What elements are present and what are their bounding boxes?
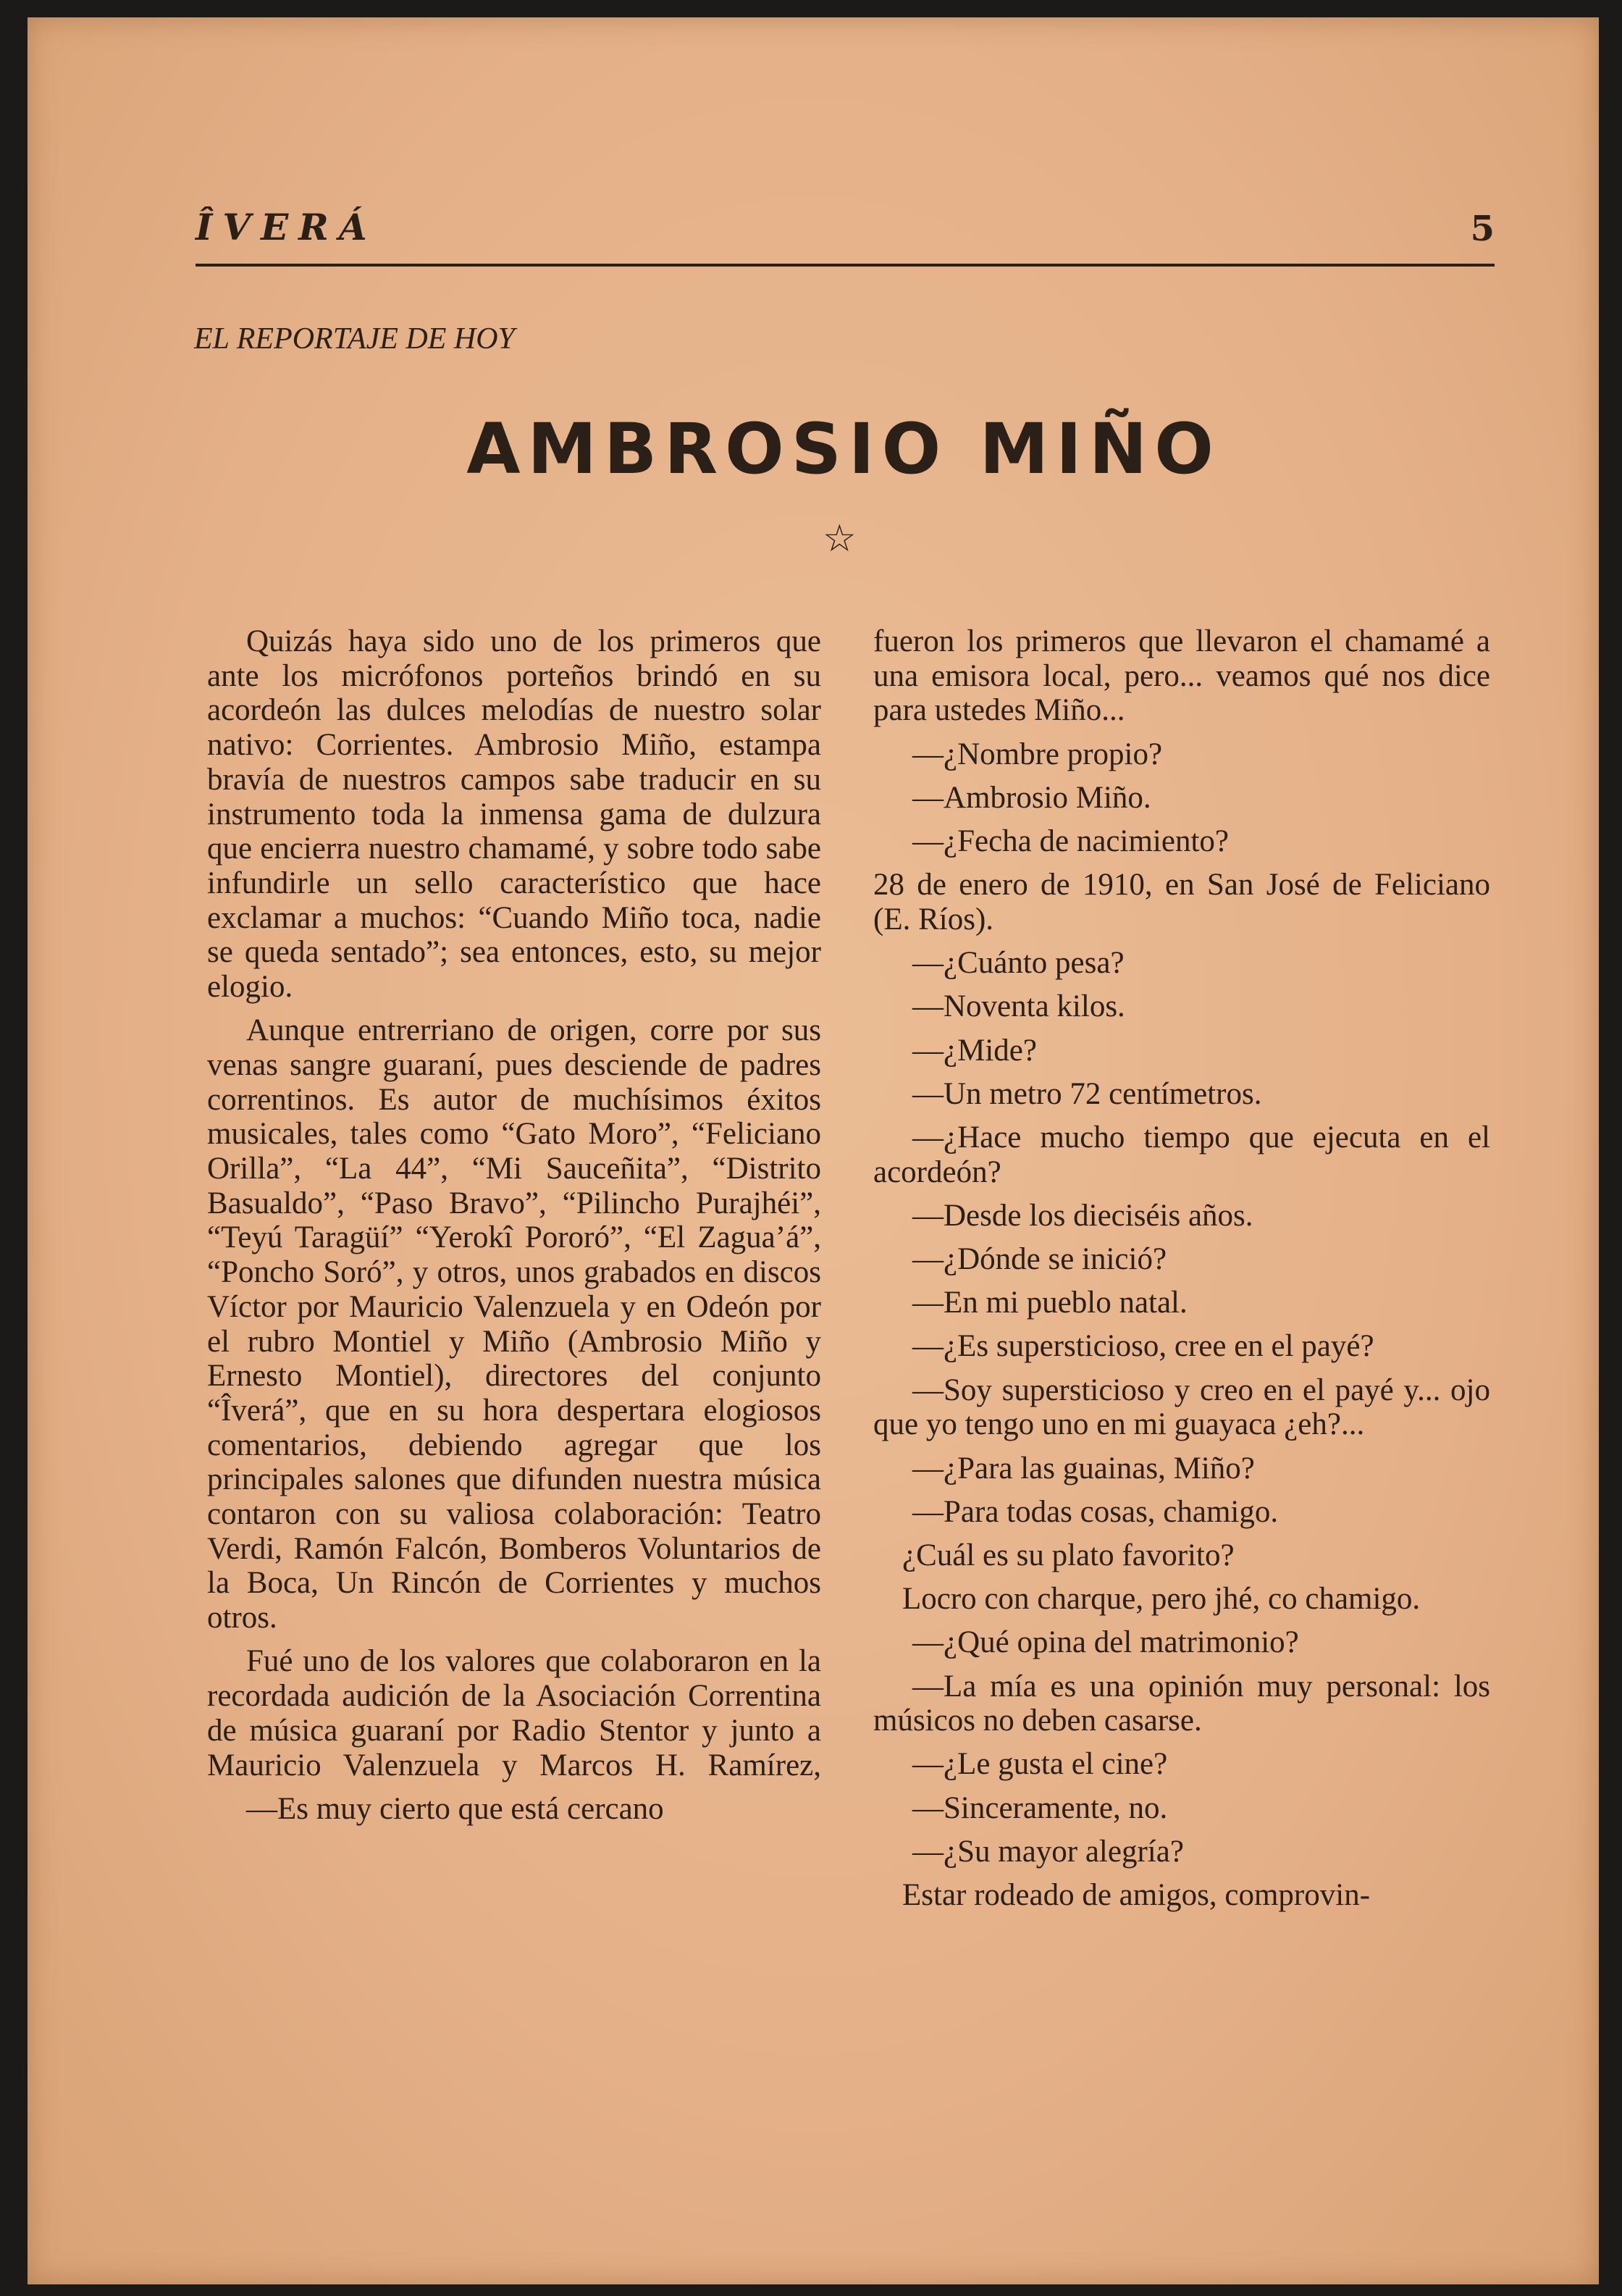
- interview-line: —¿Qué opina del matrimonio?: [912, 1625, 1299, 1660]
- star-ornament-icon: ☆: [823, 517, 857, 561]
- interview-line: —¿Su mayor alegría?: [912, 1834, 1184, 1869]
- interview-line: —¿Hace mucho tiempo que ejecuta en el acordeón?: [873, 1120, 1490, 1189]
- left-column: [207, 624, 821, 1835]
- article-title: AMBROSIO MIÑO: [466, 408, 1221, 490]
- page-number: 5: [1470, 209, 1495, 249]
- interview-line: —¿Le gusta el cine?: [912, 1747, 1168, 1782]
- interview-line: —¿Nombre propio?: [912, 737, 1163, 771]
- paragraph: Aunque entrerriano de origen, corre por sus venas sangre guaraní, pues desciende de padres correntinos. Es autor de muchísimos éxitos musicales, tales como “Gato Moro”, “Feliciano Orilla”, “La 44”, “Mi Sauceñita”, “Distrito Basualdo”, “Paso Bravo”, “Pilincho Purajhéi”, “Teyú Taragüí” “Yerokî Pororó”, “El Zagua’á”, “Poncho Soró”, y otros, unos grabados en discos Víctor por Mauricio Valenzuela y en Odeón por el rubro Montiel y Miño (Ambrosio Miño y Ernesto Montiel), directores del conjunto “Îverá”, que en su hora despertara elogiosos comentarios, debiendo agregar que los principales salones que difunden nuestra música contaron con su valiosa colaboración: Teatro Verdi, Ramón Falcón, Bomberos Voluntarios de la Boca, Un Rincón de Corrientes y muchos otros.: [207, 1013, 821, 1635]
- interview-line: —En mi pueblo natal.: [912, 1286, 1188, 1320]
- interview-line: —¿Mide?: [912, 1033, 1037, 1068]
- interview-line: —¿Cuánto pesa?: [912, 946, 1125, 981]
- paragraph: —Es muy cierto que está cercano: [246, 1791, 664, 1826]
- interview-line: —¿Fecha de nacimiento?: [912, 824, 1229, 859]
- interview-line: Estar rodeado de amigos, comprovin-: [902, 1878, 1371, 1913]
- page-header: [196, 198, 1495, 267]
- interview-line: —La mía es una opinión muy personal: los músicos no deben casarse.: [873, 1669, 1490, 1738]
- paragraph: fueron los primeros que llevaron el chamamé a una emisora local, pero... veamos qué nos dice para ustedes Miño...: [873, 624, 1490, 728]
- interview-line: —Desde los dieciséis años.: [912, 1198, 1253, 1233]
- interview-line: ¿Cuál es su plato favorito?: [902, 1538, 1235, 1572]
- interview-line: —¿Para las guainas, Miño?: [912, 1451, 1255, 1486]
- magazine-page: [28, 17, 1599, 2284]
- right-column: [873, 624, 1490, 1922]
- interview-line: —Soy supersticioso y creo en el payé y... ojo que yo tengo uno en mi guayaca ¿eh?...: [873, 1373, 1490, 1442]
- interview-line: —Para todas cosas, chamigo.: [912, 1494, 1279, 1529]
- journal-name: ÎVERÁ: [196, 206, 377, 248]
- interview-line: —Un metro 72 centímetros.: [912, 1076, 1262, 1111]
- interview-line: —Noventa kilos.: [912, 989, 1125, 1024]
- section-label: EL REPORTAJE DE HOY: [194, 322, 515, 356]
- interview-line: —¿Es supersticioso, cree en el payé?: [912, 1329, 1374, 1364]
- interview-line: —Ambrosio Miño.: [912, 780, 1151, 815]
- interview-line: 28 de enero de 1910, en San José de Feliciano (E. Ríos).: [873, 868, 1490, 937]
- interview-line: —Sinceramente, no.: [912, 1790, 1168, 1825]
- paragraph: Quizás haya sido uno de los primeros que ante los micrófonos porteños brindó en su acordeón las dulces melodías de nuestro solar nativo: Corrientes. Ambrosio Miño, estampa bravía de nuestros campos sabe traducir en su instrumento toda la inmensa gama de dulzura que encierra nuestro chamamé, y sobre todo sabe infundirle un sello característico que hace exclamar a muchos: “Cuando Miño toca, nadie se queda sentado”; sea entonces, esto, su mejor elogio.: [207, 624, 821, 1005]
- interview-line: Locro con charque, pero jhé, co chamigo.: [902, 1582, 1421, 1617]
- paragraph: Fué uno de los valores que colaboraron en la recordada audición de la Asociación Correntina de música guaraní por Radio Stentor y junto a Mauricio Valenzuela y Marcos H. Ramírez,: [207, 1644, 821, 1782]
- interview-line: —¿Dónde se inició?: [912, 1242, 1167, 1277]
